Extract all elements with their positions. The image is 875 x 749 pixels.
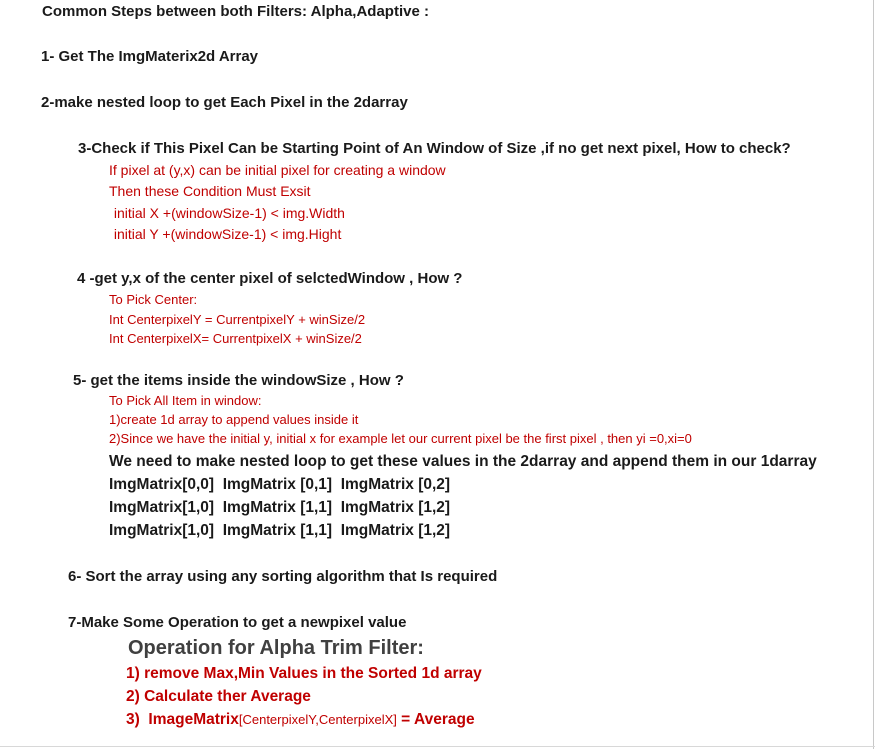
step-3-line: initial Y +(windowSize-1) < img.Hight [110,226,342,242]
assignment-index: [CenterpixelY,CenterpixelX] [238,712,397,727]
step-5-line: To Pick All Item in window: [109,393,262,408]
operation-step-assignment [126,711,475,729]
document-title: Common Steps between both Filters: Alpha,Adaptive : [42,3,429,20]
operation-step: 1) remove Max,Min Values in the Sorted 1d array [126,665,482,682]
assignment-value: = Average [396,711,475,728]
step-4-line: To Pick Center: [109,292,198,307]
step-5-line: 2)Since we have the initial y, initial x for example let our current pixel be the first pixel , then yi =0,xi=0 [109,431,692,446]
step-2-heading: 2-make nested loop to get Each Pixel in the 2darray [41,94,408,111]
page-edge-right [873,0,874,749]
step-6-heading: 6- Sort the array using any sorting algorithm that Is required [68,568,498,585]
assignment-target: 3) ImageMatrix [126,711,239,728]
matrix-line: ImgMatrix[1,0] ImgMatrix [1,1] ImgMatrix [1,2] [109,499,451,516]
step-1-heading: 1- Get The ImgMaterix2d Array [41,48,259,65]
step-3-heading: 3-Check if This Pixel Can be Starting Point of An Window of Size ,if no get next pixel, How to check? [78,140,791,157]
step-4-line: Int CenterpixelY = CurrentpixelY + winSize/2 [109,312,366,327]
step-5-heading: 5- get the items inside the windowSize , How ? [73,372,404,389]
step-4-heading: 4 -get y,x of the center pixel of selctedWindow , How ? [77,270,463,287]
matrix-line: ImgMatrix[1,0] ImgMatrix [1,1] ImgMatrix [1,2] [109,522,451,539]
step-7-heading: 7-Make Some Operation to get a newpixel value [68,614,407,631]
operation-step: 2) Calculate ther Average [126,688,311,705]
page-edge-bottom [0,746,875,747]
operation-title: Operation for Alpha Trim Filter: [128,637,424,659]
step-5-loop-note: We need to make nested loop to get these values in the 2darray and append them in our 1darray [109,453,817,470]
matrix-line: ImgMatrix[0,0] ImgMatrix [0,1] ImgMatrix [0,2] [109,476,451,493]
step-3-line: If pixel at (y,x) can be initial pixel for creating a window [109,162,446,178]
step-5-line: 1)create 1d array to append values inside it [109,412,359,427]
step-4-line: Int CenterpixelX= CurrentpixelX + winSize/2 [109,331,362,346]
step-3-line: initial X +(windowSize-1) < img.Width [110,205,345,221]
step-3-line: Then these Condition Must Exsit [109,183,311,199]
